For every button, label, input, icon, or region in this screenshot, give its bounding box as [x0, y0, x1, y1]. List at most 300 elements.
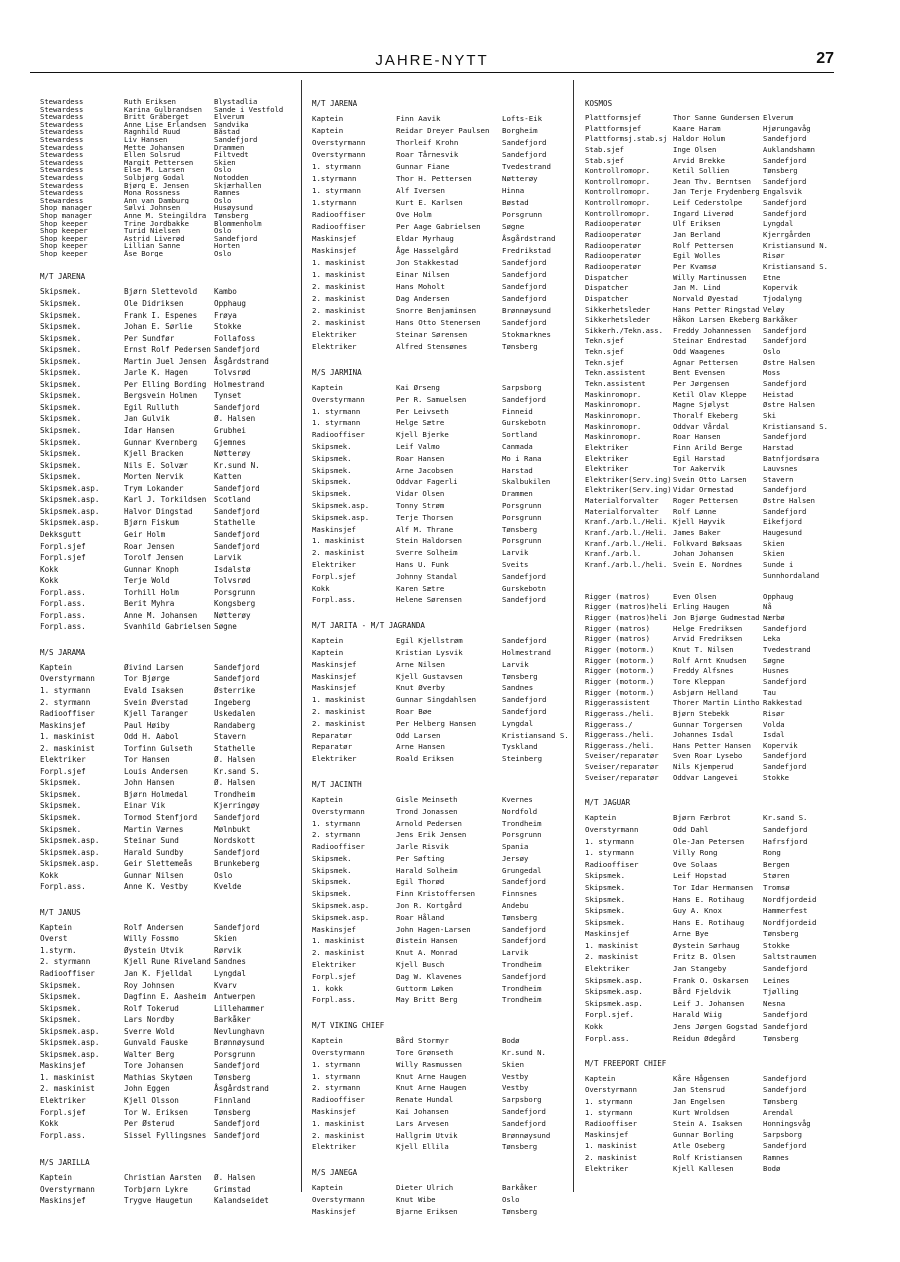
crew-hometown: Sandefjord	[502, 138, 547, 147]
crew-row	[40, 390, 298, 402]
crew-row	[312, 293, 570, 305]
crew-hometown: Sandefjord	[763, 379, 807, 389]
crew-name: Per Kvamsø	[673, 261, 717, 271]
crew-row	[312, 524, 570, 536]
crew-name: Kåre Hågensen	[673, 1074, 730, 1084]
crew-name: Torbjørn Lykre	[124, 1184, 189, 1194]
crew-row	[585, 613, 837, 624]
crew-name: Leif Hopstad	[673, 871, 727, 881]
crew-position: Radiooffiser	[312, 430, 365, 440]
crew-row	[585, 720, 837, 731]
ship-heading: KOSMOS	[585, 99, 613, 108]
crew-position: Plattformsj.stab.sj	[585, 134, 668, 144]
crew-row	[40, 858, 298, 870]
crew-row	[585, 688, 837, 699]
crew-position: Shop keeper	[40, 234, 88, 243]
crew-name: James Baker	[673, 527, 721, 537]
crew-name: Steinar Sørensen	[396, 330, 468, 339]
crew-row	[585, 870, 837, 882]
crew-name: Martin Værnes	[124, 824, 184, 834]
crew-name: Steinar Sund	[124, 836, 179, 846]
crew-hometown: Husøysund	[214, 204, 253, 212]
crew-position: Skipsmek.	[312, 853, 352, 863]
crew-hometown: Blommenholm	[214, 219, 262, 228]
crew-row	[40, 483, 298, 495]
crew-hometown: Uskedalen	[214, 709, 256, 719]
crew-name: Kai Johansen	[396, 1107, 449, 1117]
crew-position: Skipsmek.asp.	[585, 987, 643, 997]
crew-hometown: Leines	[763, 975, 790, 985]
crew-hometown: Hafrsfjord	[763, 836, 808, 846]
crew-hometown: Åsgårdstrand	[214, 356, 269, 366]
crew-row	[312, 209, 570, 221]
crew-row	[585, 305, 837, 316]
crew-name: Sverre Wold	[124, 1026, 175, 1036]
crew-position: Forpl.sjef	[40, 766, 86, 776]
crew-hometown: Arendal	[763, 1107, 794, 1117]
crew-position: Forpl.sjef	[40, 1107, 86, 1117]
crew-row	[585, 283, 837, 294]
crew-hometown: Nøtterøy	[214, 610, 251, 620]
crew-hometown: Sandefjord	[502, 294, 547, 303]
crew-name: Vidar Olsen	[396, 489, 445, 499]
crew-name: Anne M. Johansen	[124, 610, 198, 620]
crew-position: Maskinromopr.	[585, 410, 642, 420]
crew-position: Forpl.ass.	[312, 995, 356, 1005]
crew-hometown: Engalsvik	[763, 187, 802, 197]
crew-position: Skipsmek.asp.	[585, 975, 643, 985]
crew-hometown: Frøya	[214, 310, 237, 320]
crew-position: Radiooffiser	[312, 842, 365, 852]
crew-hometown: Båstad	[214, 128, 240, 136]
crew-position: Riggerass./heli.	[585, 708, 655, 718]
crew-position: Skipsmek.	[312, 465, 352, 475]
crew-name: Kjell Bjerke	[396, 430, 449, 440]
crew-hometown: Nesna	[763, 998, 786, 1008]
crew-position: Kranf./arb.l./Heli.	[585, 527, 668, 537]
crew-hometown: Østre Halsen	[763, 357, 815, 367]
crew-row	[312, 865, 570, 877]
crew-position: Skipsmek.	[40, 1003, 82, 1013]
crew-position: Stewardess	[40, 158, 84, 167]
crew-row	[585, 940, 837, 952]
crew-hometown: Ramnes	[214, 189, 240, 197]
crew-hometown: Brønnøysund	[214, 1038, 265, 1048]
crew-name: Evald Isaksen	[124, 685, 184, 695]
crew-name: Arvid Fredriksen	[673, 634, 743, 644]
crew-position: Kokk	[40, 870, 59, 880]
crew-hometown: Notodden	[214, 173, 249, 182]
crew-position: Maskinsjef	[312, 1206, 356, 1216]
crew-hometown: Honningsvåg	[763, 1118, 811, 1128]
crew-row	[40, 113, 298, 121]
crew-name: Odd H. Aabol	[124, 732, 179, 742]
crew-hometown: Sveits	[502, 559, 529, 569]
crew-row	[585, 951, 837, 963]
crew-row	[312, 900, 570, 912]
crew-name: Willy Rasmussen	[396, 1059, 462, 1069]
crew-name: Christian Aarsten	[124, 1173, 202, 1183]
crew-name: Per Søfting	[396, 853, 445, 863]
crew-row	[40, 685, 298, 697]
crew-position: Kokk	[312, 583, 330, 593]
crew-hometown: Porsgrunn	[502, 536, 542, 546]
crew-row	[585, 347, 837, 358]
crew-name: Arne Hansen	[396, 742, 445, 752]
crew-name: Kurt Wroldsen	[673, 1107, 730, 1117]
crew-row	[40, 136, 298, 144]
crew-position: Elektriker	[312, 330, 357, 339]
crew-hometown: Sandefjord	[214, 529, 260, 539]
crew-name: Rolf Tokerud	[124, 1003, 179, 1013]
crew-hometown: Harstad	[502, 465, 533, 475]
crew-hometown: Sandefjord	[763, 325, 807, 335]
crew-position: Maskinromopr.	[585, 400, 642, 410]
crew-hometown: Tønsberg	[502, 912, 538, 922]
crew-hometown: Tvedestrand	[763, 645, 811, 655]
crew-position: Maskinsjef	[312, 234, 357, 243]
crew-row	[312, 818, 570, 830]
crew-position: 2. maskinist	[40, 1084, 95, 1094]
crew-position: Elektriker(Serv.ing)	[585, 474, 672, 484]
crew-hometown: Nøtterøy	[502, 174, 538, 183]
section-m-t-jarena	[40, 271, 298, 632]
crew-position: Skipsmek.	[585, 882, 626, 892]
crew-name: Thor Sanne Gundersen	[673, 113, 760, 122]
crew-position: Skipsmek.	[40, 812, 82, 822]
crew-hometown: Hinna	[502, 186, 525, 195]
crew-name: Norvald Øyestad	[673, 293, 738, 303]
crew-position: Skipsmek.	[40, 391, 82, 401]
crew-position: Dispatcher	[585, 283, 629, 293]
crew-hometown: Porsgrunn	[214, 1049, 256, 1059]
crew-position: Tekn.sjef	[585, 357, 624, 367]
crew-row	[585, 145, 837, 156]
page-header	[30, 48, 834, 73]
crew-row	[312, 647, 570, 659]
crew-position: Kaptein	[585, 1074, 616, 1084]
crew-name: Magne Sjølyst	[673, 400, 730, 410]
crew-name: Kjell Busch	[396, 960, 445, 970]
crew-row	[585, 113, 837, 124]
crew-name: Rolf Kristiansen	[673, 1152, 743, 1162]
crew-row	[40, 151, 298, 159]
crew-hometown: Nordfjordeid	[763, 917, 817, 927]
crew-position: Stewardess	[40, 128, 84, 136]
crew-row	[585, 262, 837, 273]
crew-position: Radiooperatør	[585, 251, 642, 261]
crew-hometown: Porsgrunn	[502, 512, 542, 522]
crew-hometown: Eikefjord	[763, 517, 802, 527]
crew-name: Freddy Alfsnes	[673, 666, 734, 676]
crew-hometown: Sandnes	[214, 957, 247, 967]
crew-position: Skipsmek.	[312, 477, 352, 487]
crew-name: Roar Bøe	[396, 706, 432, 716]
crew-row	[40, 777, 298, 789]
crew-name: Odd Dahl	[673, 824, 709, 834]
crew-name: Jan Stangeby	[673, 964, 727, 974]
crew-hometown: Hammerfest	[763, 906, 808, 916]
crew-row	[40, 673, 298, 685]
crew-hometown: Drammen	[502, 489, 533, 499]
crew-position: Maskinromopr.	[585, 432, 642, 442]
crew-hometown: Kopervik	[763, 283, 798, 293]
crew-position: Radiooffiser	[312, 1095, 365, 1105]
crew-name: Eldar Myrhaug	[396, 234, 454, 243]
crew-row	[40, 991, 298, 1003]
crew-row	[40, 766, 298, 778]
crew-position: 1.styrmann	[312, 174, 357, 183]
crew-position: Skipsmek.	[40, 437, 82, 447]
crew-hometown: Sandefjord	[214, 234, 258, 243]
crew-hometown: Sandefjord	[214, 1130, 260, 1140]
crew-hometown: Mo i Rana	[502, 453, 542, 463]
crew-row	[40, 1014, 298, 1026]
crew-hometown: Sandefjord	[502, 571, 546, 581]
crew-name: Thorer Martin Lintho	[673, 698, 760, 708]
crew-position: Kranf./arb.l./Heli.	[585, 538, 668, 548]
crew-row	[585, 166, 837, 177]
crew-name: Jan Gulvik	[124, 414, 170, 424]
crew-hometown: Tyskland	[502, 742, 538, 752]
crew-name: Jens Jørgen Gogstad	[673, 1022, 758, 1032]
crew-name: Odd Larsen	[396, 730, 441, 740]
crew-name: Mette Johansen	[124, 143, 185, 152]
crew-row	[312, 221, 570, 233]
crew-hometown: Barkåker	[763, 315, 798, 325]
crew-name: Karl J. Torkildsen	[124, 495, 207, 505]
crew-row	[312, 429, 570, 441]
crew-name: Vidar Ormestad	[673, 485, 734, 495]
crew-position: Maskinsjef	[312, 524, 356, 534]
crew-name: Terje Wold	[124, 576, 170, 586]
crew-hometown: Sandefjord	[763, 1141, 807, 1151]
crew-row	[312, 500, 570, 512]
section-kosmos	[585, 98, 837, 783]
crew-name: Jan Terje Frydenberg	[673, 187, 760, 197]
crew-row	[312, 841, 570, 853]
crew-position: Skipsmek.	[40, 992, 82, 1002]
crew-position: Skipsmek.	[40, 345, 82, 355]
crew-name: Øystein Sørhaug	[673, 940, 740, 950]
crew-name: Paul Høiby	[124, 720, 170, 730]
crew-position: Radiooffiser	[585, 859, 639, 869]
crew-row	[312, 635, 570, 647]
crew-name: Sven Roar Lysebo	[673, 751, 743, 761]
crew-name: Knut A. Monrad	[396, 948, 458, 958]
crew-row	[40, 847, 298, 859]
crew-hometown: Tønsberg	[214, 211, 249, 220]
crew-name: Torhill Holm	[124, 587, 179, 597]
crew-row	[312, 233, 570, 245]
crew-hometown: Gjemnes	[214, 437, 247, 447]
crew-name: Tor W. Eriksen	[124, 1107, 189, 1117]
crew-row	[40, 621, 298, 633]
crew-hometown: Rakkestad	[763, 698, 802, 708]
crew-row	[40, 402, 298, 414]
crew-row	[40, 1026, 298, 1038]
crew-name: Anne Lise Erlandsen	[124, 120, 207, 129]
crew-name: Jan Stensrud	[673, 1085, 725, 1095]
crew-row	[585, 528, 837, 539]
crew-name: Nils E. Solvær	[124, 460, 189, 470]
crew-row	[312, 571, 570, 583]
crew-name: Kjell Høyvik	[673, 517, 725, 527]
crew-row	[312, 1082, 570, 1094]
crew-position: 1. styrmann	[312, 162, 361, 171]
crew-row	[312, 406, 570, 418]
crew-hometown: Tromsø	[763, 882, 790, 892]
ship-heading: M/T JARENA	[312, 99, 358, 108]
crew-row	[40, 197, 298, 205]
crew-position: Skipsmek.asp.	[40, 836, 100, 846]
crew-row	[312, 959, 570, 971]
crew-row	[585, 198, 837, 209]
crew-hometown: Kristiansand S.	[502, 730, 569, 740]
crew-hometown: Kvarv	[214, 980, 237, 990]
crew-hometown: Ski	[763, 410, 776, 420]
crew-position: Skipsmek.	[40, 368, 82, 378]
ship-heading: M/S JARILLA	[40, 1158, 90, 1168]
crew-position: Elektriker	[585, 964, 630, 974]
crew-row	[312, 829, 570, 841]
crew-position: Skipsmek.	[585, 871, 626, 881]
crew-position: Maskinsjef	[312, 246, 357, 255]
crew-hometown: Bergen	[763, 859, 790, 869]
crew-row	[585, 315, 837, 326]
crew-hometown: Skien	[763, 538, 785, 548]
crew-position: Kaptein	[312, 794, 343, 804]
crew-row	[585, 824, 837, 836]
crew-name: Einar Vik	[124, 801, 166, 811]
crew-row	[312, 741, 570, 753]
newsletter-title: JAHRE-NYTT	[375, 52, 489, 69]
crew-hometown: Etne	[763, 272, 781, 282]
crew-position: Reparatør	[312, 742, 353, 752]
crew-row	[40, 598, 298, 610]
crew-name: John Hansen	[124, 778, 175, 788]
crew-hometown: Sandefjord	[214, 483, 260, 493]
crew-position: Stewardess	[40, 98, 84, 106]
crew-position: Rigger (matros)	[585, 591, 650, 601]
crew-hometown: Ø. Halsen	[214, 755, 256, 765]
crew-name: Hans E. Rotihaug	[673, 894, 745, 904]
crew-row	[312, 125, 570, 137]
crew-hometown: Finneid	[502, 406, 533, 416]
crew-name: Øistein Hansen	[396, 936, 458, 946]
crew-position: Kontrollromopr.	[585, 166, 650, 176]
crew-position: Forpl.ass.	[585, 1033, 630, 1043]
crew-position: Reparatør	[312, 730, 353, 740]
crew-hometown: Ø. Halsen	[214, 1173, 256, 1183]
crew-position: Skipsmek.	[40, 1015, 82, 1025]
crew-position: Maskinsjef	[40, 720, 86, 730]
crew-row	[312, 935, 570, 947]
crew-name: Per R. Samuelsen	[396, 394, 467, 404]
crew-hometown: Antwerpen	[214, 992, 256, 1002]
crew-position: 1. maskinist	[312, 695, 366, 705]
crew-name: Thoralf Ekeberg	[673, 410, 738, 420]
crew-row	[40, 448, 298, 460]
crew-hometown: Holmestrand	[502, 647, 551, 657]
section-m-s-jarilla	[40, 1157, 298, 1207]
crew-position: 2. maskinist	[312, 318, 366, 327]
crew-name: Stein A. Isaksen	[673, 1118, 743, 1128]
crew-name: Atle Oseberg	[673, 1141, 725, 1151]
crew-position: Skipsmek.asp.	[40, 483, 100, 493]
crew-hometown: Trondheim	[502, 983, 542, 993]
crew-position: Elektriker	[40, 1096, 86, 1106]
crew-position: Forpl.sjef	[40, 541, 86, 551]
crew-row	[40, 159, 298, 167]
crew-position: Skipsmek.asp.	[585, 998, 643, 1008]
crew-row	[585, 666, 837, 677]
crew-position: Kokk	[40, 576, 59, 586]
crew-name: Else M. Larsen	[124, 166, 185, 174]
crew-row	[585, 709, 837, 720]
crew-hometown: Sandvika	[214, 120, 249, 129]
crew-row	[312, 718, 570, 730]
crew-position: Radiooperatør	[585, 219, 642, 229]
crew-position: 1. styrmann	[585, 1096, 633, 1106]
crew-hometown: Vestby	[502, 1071, 529, 1081]
crew-name: Willy Fossmo	[124, 934, 179, 944]
crew-hometown: Tynset	[214, 391, 242, 401]
crew-hometown: Kristiansand S.	[763, 261, 828, 271]
crew-row	[585, 390, 837, 401]
crew-hometown: Brønnøysund	[502, 306, 551, 315]
crew-position: Overstyrmann	[312, 394, 365, 404]
crew-hometown: Tønsberg	[502, 524, 538, 534]
crew-hometown: Nordfjordeid	[763, 894, 817, 904]
crew-position: Rigger (matros)	[585, 623, 650, 633]
crew-hometown: Sandefjord	[214, 847, 260, 857]
crew-row	[312, 547, 570, 559]
crew-row	[40, 1118, 298, 1130]
crew-name: Stein Haldorsen	[396, 536, 462, 546]
crew-name: Hallgrim Utvik	[396, 1130, 458, 1140]
crew-position: Dispatcher	[585, 272, 629, 282]
crew-row	[40, 1003, 298, 1015]
crew-hometown: Nærbø	[763, 613, 785, 623]
crew-row	[312, 1206, 570, 1218]
crew-row	[585, 400, 837, 411]
crew-row	[40, 494, 298, 506]
crew-row	[40, 166, 298, 174]
crew-row	[585, 1096, 837, 1107]
crew-name: Gunnar Kvernberg	[124, 437, 198, 447]
crew-name: Karen Sætre	[396, 583, 445, 593]
crew-row	[40, 922, 298, 934]
ship-heading: M/T JARENA	[40, 272, 86, 282]
crew-position: Maskinromopr.	[585, 421, 642, 431]
crew-name: Sverre Solheim	[396, 548, 458, 558]
section-m-t-jarita-m-t-jagranda	[312, 620, 570, 765]
crew-name: Hans U. Funk	[396, 559, 449, 569]
crew-position: Skipsmek.	[40, 356, 82, 366]
crew-hometown: Sandefjord	[763, 1010, 808, 1020]
crew-row	[585, 975, 837, 987]
section-m-t-freeport-chief	[585, 1058, 837, 1174]
crew-name: Karina Gulbrandsen	[124, 105, 202, 114]
crew-row	[312, 1059, 570, 1071]
crew-name: Geir Holm	[124, 529, 166, 539]
crew-row	[585, 517, 837, 528]
crew-name: Bjørn Fiskum	[124, 518, 179, 528]
crew-position: Skipsmek.asp.	[40, 1049, 100, 1059]
crew-hometown: Isdal	[763, 730, 785, 740]
crew-position: Skipsmek.asp.	[312, 901, 370, 911]
